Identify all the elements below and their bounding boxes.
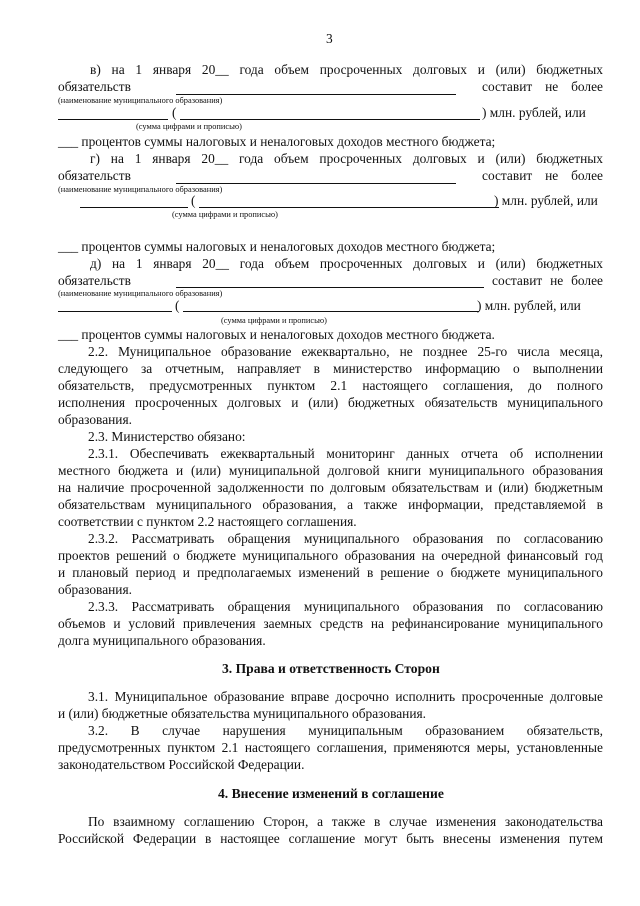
item-v-amount-blank-short [58,119,168,120]
para-2-2-line-2: следующего за отчетным, направляет в министерство информацию о выполнении [58,361,603,376]
para-2-3-2-line-3: и плановый период и предполагаемых изменений в решение о бюджете муниципального [58,565,603,580]
item-v-will-be: составит не более [482,79,603,94]
item-d-percent: ___ процентов суммы налоговых и неналоговых доходов местного бюджета. [58,327,495,342]
para-3-2-line-2: предусмотренных пунктом 2.1 настоящего соглашения, применяются меры, установленные [58,740,603,755]
item-d-million: ) млн. рублей, или [477,298,581,313]
para-2-3-2-line-4: образования. [58,582,132,597]
item-v-open-paren: ( [172,105,177,120]
para-3-1-line-2: и (или) бюджетные обязательства муниципального образования. [58,706,426,721]
item-v-line1: в) на 1 января 20__ года объем просроченных долговых и (или) бюджетных [90,62,603,77]
item-g-obligations: обязательств [58,168,131,183]
para-2-2-line-3: обязательств, предусмотренных пунктом 2.1 настоящего соглашения, до полного [58,378,603,393]
item-v-million: ) млн. рублей, или [482,105,586,120]
para-2-2-line-1: 2.2. Муниципальное образование ежеквартально, не позднее 25-го числа месяца, [88,344,603,359]
para-2-3-3-line-3: долга муниципального образования. [58,633,266,648]
item-v-amount-blank [180,119,480,120]
section-3-title: 3. Права и ответственность Сторон [222,661,440,676]
item-v-sum-hint: (сумма цифрами и прописью) [136,122,242,131]
para-3-2-line-1: 3.2. В случае нарушения муниципальным образованием обязательств, [88,723,603,738]
para-2-3-3-line-1: 2.3.3. Рассматривать обращения муниципального образования по согласованию [88,599,603,614]
para-4-line-2: Российской Федерации в настоящее соглашение могут быть внесены изменения путем [58,831,603,846]
item-d-will-be: составит не более [492,273,603,288]
item-g-amount-blank [199,207,499,208]
item-g-amount-blank-short [80,207,188,208]
para-3-1-line-1: 3.1. Муниципальное образование вправе досрочно исполнить просроченные долговые [88,689,603,704]
para-2-2-line-4: исполнения просроченных долговых и (или) бюджетных обязательств муниципального [58,395,603,410]
para-4-line-1: По взаимному соглашению Сторон, а также в случае изменения законодательства [88,814,603,829]
item-d-amount-blank-short [58,311,172,312]
item-g-million: ) млн. рублей, или [494,193,598,208]
item-v-obligations: обязательств [58,79,131,94]
item-d-sum-hint: (сумма цифрами и прописью) [221,316,327,325]
para-2-3-1-line-2: местного бюджета и (или) муниципальной долговой книги муниципального образования [58,463,603,478]
para-2-2-line-5: образования. [58,412,132,427]
item-d-amount-blank [183,311,479,312]
para-2-3-1-line-4: обязательствам муниципального образования, а также информации, представляемой в [58,497,603,512]
para-2-3-1-line-5: соответствии с пунктом 2.2 настоящего соглашения. [58,514,357,529]
item-g-sum-hint: (сумма цифрами и прописью) [172,210,278,219]
item-g-percent: ___ процентов суммы налоговых и неналоговых доходов местного бюджета; [58,239,496,254]
para-2-3-3-line-2: объемов и условий привлечения заемных средств на рефинансирование муниципального [58,616,603,631]
item-d-mun-blank [176,287,484,288]
item-d-mun-hint: (наименование муниципального образования) [58,289,223,298]
item-g-open-paren: ( [191,193,196,208]
para-2-3-1-line-3: на наличие просроченной задолженности по долговым обязательствам и (или) бюджетным [58,480,603,495]
section-4-title: 4. Внесение изменений в соглашение [218,786,444,801]
page-number: 3 [326,31,333,46]
para-3-2-line-3: законодательством Российской Федерации. [58,757,305,772]
para-2-3-2-line-1: 2.3.2. Рассматривать обращения муниципального образования по согласованию [88,531,603,546]
item-g-mun-hint: (наименование муниципального образования) [58,185,223,194]
item-v-mun-blank [176,94,456,95]
para-2-3-2-line-2: проектов решений о бюджете муниципального образования на очередной финансовый год [58,548,603,563]
para-2-3-1-line-1: 2.3.1. Обеспечивать ежеквартальный мониторинг данных отчета об исполнении [88,446,603,461]
item-d-obligations: обязательств [58,273,131,288]
item-d-line1: д) на 1 января 20__ года объем просроченных долговых и (или) бюджетных [90,256,603,271]
para-2-3: 2.3. Министерство обязано: [88,429,246,444]
item-g-mun-blank [176,183,456,184]
item-v-mun-hint: (наименование муниципального образования) [58,96,223,105]
item-d-open-paren: ( [175,298,180,313]
item-g-will-be: составит не более [482,168,603,183]
item-g-line1: г) на 1 января 20__ года объем просроченных долговых и (или) бюджетных [90,151,603,166]
item-v-percent: ___ процентов суммы налоговых и неналоговых доходов местного бюджета; [58,134,496,149]
